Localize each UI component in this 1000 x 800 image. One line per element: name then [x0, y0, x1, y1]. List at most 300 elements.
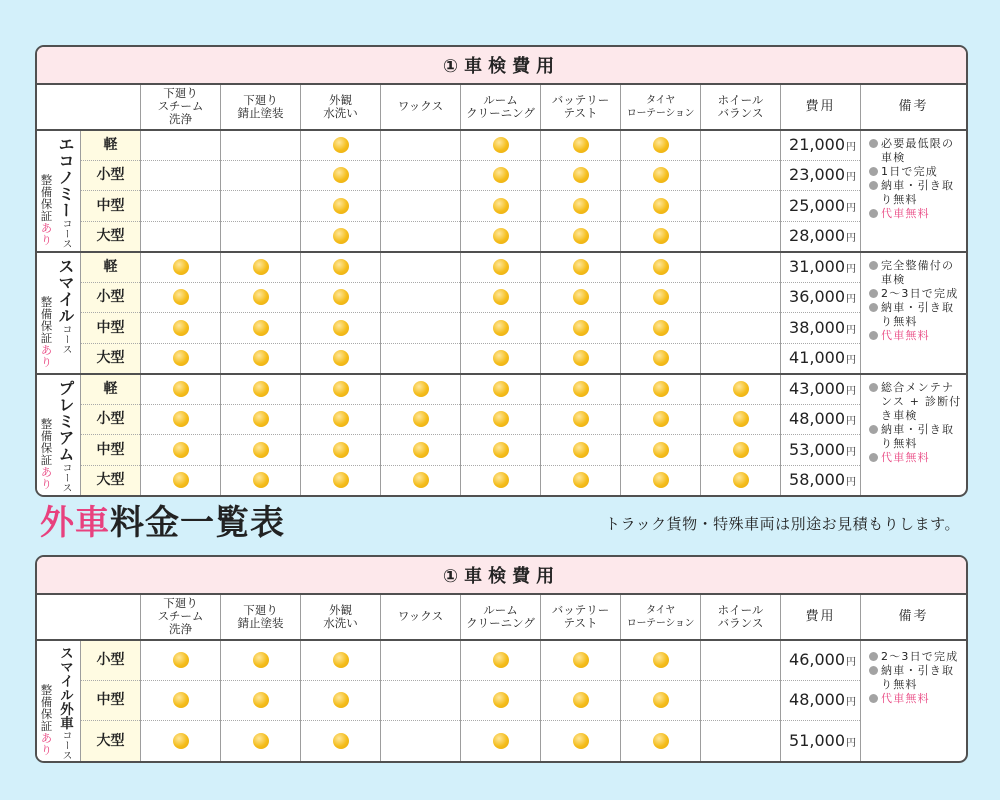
- included-dot-icon: [573, 472, 589, 488]
- service-cell: [301, 640, 381, 681]
- included-dot-icon: [653, 167, 669, 183]
- service-cell: [541, 404, 621, 435]
- course-name-text: エコノミー: [56, 135, 75, 218]
- warranty-label: [40, 296, 52, 368]
- service-cell: [541, 721, 621, 762]
- table-row: [37, 252, 967, 283]
- price-cell: [781, 252, 861, 283]
- price-table: [36, 46, 967, 496]
- service-cell: [701, 374, 781, 405]
- service-cell: [381, 282, 461, 313]
- included-dot-icon: [653, 442, 669, 458]
- service-cell: [701, 252, 781, 283]
- table-row: [37, 435, 967, 466]
- warranty-text: 整備保証: [39, 295, 54, 344]
- table-row: [37, 374, 967, 405]
- section-title-highlight: 外車: [40, 503, 110, 543]
- included-dot-icon: [653, 289, 669, 305]
- remark-text: 納車・引き取り無料: [881, 422, 955, 450]
- service-cell: [381, 191, 461, 222]
- service-cell: [301, 313, 381, 344]
- price-header: 費用: [781, 594, 861, 640]
- warranty-label: [40, 174, 52, 246]
- service-cell: [141, 252, 221, 283]
- price-cell: [781, 160, 861, 191]
- price-value: 48,000: [789, 690, 845, 710]
- header-corner: [37, 84, 141, 130]
- course-suffix: コース: [60, 323, 71, 354]
- price-value: 38,000: [789, 317, 845, 337]
- service-cell: [221, 721, 301, 762]
- included-dot-icon: [253, 320, 269, 336]
- included-dot-icon: [493, 289, 509, 305]
- remarks-header: 備考: [861, 84, 967, 130]
- service-cell: [621, 282, 701, 313]
- price-unit: 円: [846, 737, 856, 749]
- table-body: [37, 47, 967, 496]
- included-dot-icon: [493, 350, 509, 366]
- remark-item: [869, 287, 963, 301]
- inspection-price-table-foreign: [35, 555, 968, 763]
- included-dot-icon: [733, 442, 749, 458]
- service-cell: [621, 343, 701, 374]
- included-dot-icon: [653, 692, 669, 708]
- service-cell: [221, 465, 301, 496]
- included-dot-icon: [253, 259, 269, 275]
- inspection-price-table-domestic: [35, 45, 968, 497]
- service-cell: [541, 252, 621, 283]
- course-name: [57, 136, 73, 249]
- remark-item: [869, 259, 963, 287]
- price-value: 28,000: [789, 226, 845, 245]
- service-cell: [301, 343, 381, 374]
- included-dot-icon: [573, 198, 589, 214]
- remark-text: 2～3日で完成: [881, 286, 959, 300]
- service-cell: [141, 640, 221, 681]
- included-dot-icon: [493, 411, 509, 427]
- included-dot-icon: [493, 733, 509, 749]
- included-dot-icon: [333, 198, 349, 214]
- service-cell: [301, 680, 381, 721]
- included-dot-icon: [493, 472, 509, 488]
- table-title: ①車検費用: [37, 557, 967, 594]
- included-dot-icon: [653, 472, 669, 488]
- table-row: [37, 721, 967, 762]
- service-cell: [301, 130, 381, 161]
- price-cell: [781, 343, 861, 374]
- service-cell: [141, 465, 221, 496]
- warranty-text: 整備保証: [39, 173, 54, 222]
- included-dot-icon: [253, 442, 269, 458]
- included-dot-icon: [653, 198, 669, 214]
- included-dot-icon: [333, 381, 349, 397]
- included-dot-icon: [493, 259, 509, 275]
- service-cell: [701, 465, 781, 496]
- service-cell: [221, 374, 301, 405]
- table-row: [37, 680, 967, 721]
- service-cell: [381, 343, 461, 374]
- price-cell: [781, 374, 861, 405]
- column-header: 外観 水洗い: [301, 84, 381, 130]
- included-dot-icon: [333, 228, 349, 244]
- service-cell: [461, 221, 541, 252]
- included-dot-icon: [173, 381, 189, 397]
- price-unit: 円: [846, 294, 856, 306]
- service-cell: [621, 374, 701, 405]
- service-cell: [301, 160, 381, 191]
- service-cell: [381, 313, 461, 344]
- service-cell: [381, 435, 461, 466]
- included-dot-icon: [573, 733, 589, 749]
- service-cell: [221, 252, 301, 283]
- included-dot-icon: [573, 381, 589, 397]
- service-cell: [701, 404, 781, 435]
- bullet-icon: [869, 652, 878, 661]
- bullet-icon: [869, 425, 878, 434]
- price-unit: 円: [846, 233, 856, 244]
- included-dot-icon: [173, 259, 189, 275]
- warranty-flag: あり: [39, 466, 54, 490]
- service-cell: [701, 313, 781, 344]
- service-cell: [381, 465, 461, 496]
- vehicle-size: 小型: [81, 160, 141, 191]
- service-cell: [381, 404, 461, 435]
- column-header: 下廻り スチーム 洗浄: [141, 84, 221, 130]
- price-value: 23,000: [789, 165, 845, 185]
- service-cell: [141, 191, 221, 222]
- included-dot-icon: [573, 259, 589, 275]
- price-value: 31,000: [789, 257, 845, 276]
- service-cell: [141, 435, 221, 466]
- service-cell: [301, 721, 381, 762]
- included-dot-icon: [333, 472, 349, 488]
- service-cell: [461, 465, 541, 496]
- included-dot-icon: [333, 167, 349, 183]
- service-cell: [701, 640, 781, 681]
- included-dot-icon: [333, 733, 349, 749]
- price-unit: 円: [846, 324, 856, 336]
- remark-text: 1日で完成: [881, 164, 938, 178]
- included-dot-icon: [173, 692, 189, 708]
- column-header: 下廻り 錆止塗装: [221, 84, 301, 130]
- price-value: 36,000: [789, 287, 845, 307]
- remark-text: 代車無料: [881, 691, 930, 705]
- service-cell: [141, 680, 221, 721]
- service-cell: [621, 313, 701, 344]
- column-header: ワックス: [381, 84, 461, 130]
- price-unit: 円: [846, 446, 856, 458]
- title-row: [37, 47, 967, 84]
- vehicle-size: 中型: [81, 680, 141, 721]
- service-cell: [221, 221, 301, 252]
- section-title-rest: 料金一覧表: [110, 503, 285, 543]
- service-cell: [141, 221, 221, 252]
- course-label-cell: [37, 374, 81, 496]
- price-unit: 円: [846, 416, 856, 428]
- service-cell: [461, 640, 541, 681]
- remark-item: [869, 381, 963, 423]
- price-cell: [781, 221, 861, 252]
- price-cell: [781, 282, 861, 313]
- included-dot-icon: [573, 137, 589, 153]
- remark-item: [869, 179, 963, 207]
- price-unit: 円: [846, 172, 856, 184]
- price-unit: 円: [846, 142, 856, 153]
- service-cell: [701, 343, 781, 374]
- vehicle-size: 大型: [81, 221, 141, 252]
- service-cell: [141, 130, 221, 161]
- column-header: ルーム クリーニング: [461, 594, 541, 640]
- remark-item: [869, 329, 963, 343]
- price-unit: 円: [846, 355, 856, 366]
- course-name: [57, 380, 73, 493]
- service-cell: [301, 221, 381, 252]
- remark-text: 2～3日で完成: [881, 649, 959, 663]
- price-unit: 円: [846, 477, 856, 489]
- vehicle-size: 大型: [81, 343, 141, 374]
- included-dot-icon: [573, 411, 589, 427]
- vehicle-size: 小型: [81, 282, 141, 313]
- service-cell: [141, 721, 221, 762]
- warranty-text: 整備保証: [39, 683, 54, 732]
- service-cell: [621, 160, 701, 191]
- included-dot-icon: [253, 381, 269, 397]
- price-value: 58,000: [789, 470, 845, 490]
- included-dot-icon: [333, 289, 349, 305]
- included-dot-icon: [573, 320, 589, 336]
- included-dot-icon: [333, 411, 349, 427]
- service-cell: [381, 374, 461, 405]
- included-dot-icon: [333, 350, 349, 366]
- included-dot-icon: [573, 228, 589, 244]
- included-dot-icon: [333, 442, 349, 458]
- price-unit: 円: [846, 657, 856, 668]
- service-cell: [621, 252, 701, 283]
- vehicle-size: 軽: [81, 374, 141, 405]
- price-unit: 円: [846, 264, 856, 275]
- remark-item: [869, 301, 963, 329]
- service-cell: [141, 343, 221, 374]
- vehicle-size: 軽: [81, 130, 141, 161]
- price-cell: [781, 313, 861, 344]
- remarks-cell: [861, 252, 967, 374]
- course-name-text: スマイル外車: [57, 645, 73, 730]
- table-row: [37, 343, 967, 374]
- bullet-icon: [869, 167, 878, 176]
- vehicle-size: 中型: [81, 435, 141, 466]
- service-cell: [621, 465, 701, 496]
- section-note: トラック貨物・特殊車両は別途お見積もりします。: [604, 515, 960, 533]
- header-row: [37, 84, 967, 130]
- included-dot-icon: [413, 411, 429, 427]
- service-cell: [301, 191, 381, 222]
- included-dot-icon: [413, 442, 429, 458]
- price-table: [36, 556, 967, 762]
- service-cell: [701, 721, 781, 762]
- vehicle-size: 大型: [81, 465, 141, 496]
- service-cell: [621, 721, 701, 762]
- table-row: [37, 191, 967, 222]
- price-value: 46,000: [789, 650, 845, 669]
- included-dot-icon: [333, 259, 349, 275]
- bullet-icon: [869, 666, 878, 675]
- remark-text: 代車無料: [881, 206, 930, 220]
- included-dot-icon: [173, 442, 189, 458]
- column-header: ワックス: [381, 594, 461, 640]
- bullet-icon: [869, 181, 878, 190]
- included-dot-icon: [493, 652, 509, 668]
- price-unit: 円: [846, 202, 856, 214]
- warranty-flag: あり: [39, 731, 54, 756]
- service-cell: [541, 465, 621, 496]
- service-cell: [621, 680, 701, 721]
- service-cell: [541, 282, 621, 313]
- table-row: [37, 282, 967, 313]
- service-cell: [301, 374, 381, 405]
- service-cell: [461, 343, 541, 374]
- bullet-icon: [869, 453, 878, 462]
- remark-item: [869, 165, 963, 179]
- price-header: 費用: [781, 84, 861, 130]
- service-cell: [381, 160, 461, 191]
- included-dot-icon: [573, 289, 589, 305]
- service-cell: [701, 221, 781, 252]
- service-cell: [381, 252, 461, 283]
- price-cell: [781, 640, 861, 681]
- price-value: 53,000: [789, 439, 845, 459]
- included-dot-icon: [333, 692, 349, 708]
- course-name-text: スマイル: [56, 257, 75, 324]
- remark-text: 完全整備付の車検: [881, 258, 955, 286]
- service-cell: [621, 404, 701, 435]
- service-cell: [221, 282, 301, 313]
- service-cell: [461, 680, 541, 721]
- service-cell: [381, 221, 461, 252]
- service-cell: [221, 313, 301, 344]
- column-header: 外観 水洗い: [301, 594, 381, 640]
- service-cell: [221, 435, 301, 466]
- column-header: タイヤ ローテーション: [621, 594, 701, 640]
- course-label-cell: [37, 252, 81, 374]
- remark-item: [869, 423, 963, 451]
- remark-text: 納車・引き取り無料: [881, 663, 955, 691]
- price-value: 21,000: [789, 135, 845, 154]
- service-cell: [621, 435, 701, 466]
- service-cell: [541, 374, 621, 405]
- included-dot-icon: [333, 320, 349, 336]
- remarks-cell: [861, 374, 967, 496]
- included-dot-icon: [173, 350, 189, 366]
- remark-text: 必要最低限の車検: [881, 136, 955, 164]
- course-label-cell: [37, 130, 81, 252]
- remark-text: 総合メンテナンス + 診断付き車検: [881, 380, 962, 422]
- service-cell: [301, 435, 381, 466]
- remarks-cell: [861, 640, 967, 762]
- service-cell: [541, 313, 621, 344]
- column-header: タイヤ ローテーション: [621, 84, 701, 130]
- included-dot-icon: [173, 320, 189, 336]
- included-dot-icon: [733, 381, 749, 397]
- included-dot-icon: [573, 442, 589, 458]
- service-cell: [301, 252, 381, 283]
- bullet-icon: [869, 261, 878, 270]
- service-cell: [541, 130, 621, 161]
- service-cell: [461, 721, 541, 762]
- service-cell: [381, 640, 461, 681]
- remarks-cell: [861, 130, 967, 252]
- included-dot-icon: [173, 472, 189, 488]
- included-dot-icon: [333, 652, 349, 668]
- service-cell: [701, 282, 781, 313]
- service-cell: [701, 191, 781, 222]
- included-dot-icon: [733, 411, 749, 427]
- price-cell: [781, 435, 861, 466]
- bullet-icon: [869, 331, 878, 340]
- service-cell: [541, 640, 621, 681]
- price-cell: [781, 721, 861, 762]
- table-row: [37, 221, 967, 252]
- service-cell: [141, 313, 221, 344]
- service-cell: [221, 640, 301, 681]
- included-dot-icon: [493, 320, 509, 336]
- bullet-icon: [869, 694, 878, 703]
- warranty-flag: あり: [39, 221, 54, 246]
- vehicle-size: 小型: [81, 404, 141, 435]
- bullet-icon: [869, 289, 878, 298]
- header-corner: [37, 594, 141, 640]
- service-cell: [461, 160, 541, 191]
- service-cell: [621, 221, 701, 252]
- included-dot-icon: [493, 692, 509, 708]
- included-dot-icon: [653, 228, 669, 244]
- included-dot-icon: [493, 442, 509, 458]
- price-cell: [781, 130, 861, 161]
- included-dot-icon: [173, 733, 189, 749]
- service-cell: [461, 282, 541, 313]
- vehicle-size: 中型: [81, 191, 141, 222]
- service-cell: [701, 435, 781, 466]
- price-value: 51,000: [789, 730, 845, 750]
- included-dot-icon: [653, 381, 669, 397]
- column-header: ホイール バランス: [701, 84, 781, 130]
- included-dot-icon: [173, 652, 189, 668]
- vehicle-size: 中型: [81, 313, 141, 344]
- table-row: [37, 404, 967, 435]
- service-cell: [621, 130, 701, 161]
- table-row: [37, 313, 967, 344]
- service-cell: [541, 191, 621, 222]
- included-dot-icon: [653, 733, 669, 749]
- course-label-cell: [37, 640, 81, 762]
- service-cell: [221, 130, 301, 161]
- included-dot-icon: [573, 167, 589, 183]
- service-cell: [301, 282, 381, 313]
- service-cell: [461, 191, 541, 222]
- warranty-label: [40, 684, 52, 756]
- warranty-label: [40, 418, 52, 490]
- service-cell: [221, 404, 301, 435]
- table-title: ①車検費用: [37, 47, 967, 84]
- price-cell: [781, 191, 861, 222]
- remark-item: [869, 664, 963, 692]
- warranty-text: 整備保証: [39, 418, 54, 466]
- service-cell: [461, 435, 541, 466]
- service-cell: [701, 130, 781, 161]
- included-dot-icon: [653, 652, 669, 668]
- column-header: 下廻り 錆止塗装: [221, 594, 301, 640]
- service-cell: [141, 404, 221, 435]
- header-row: [37, 594, 967, 640]
